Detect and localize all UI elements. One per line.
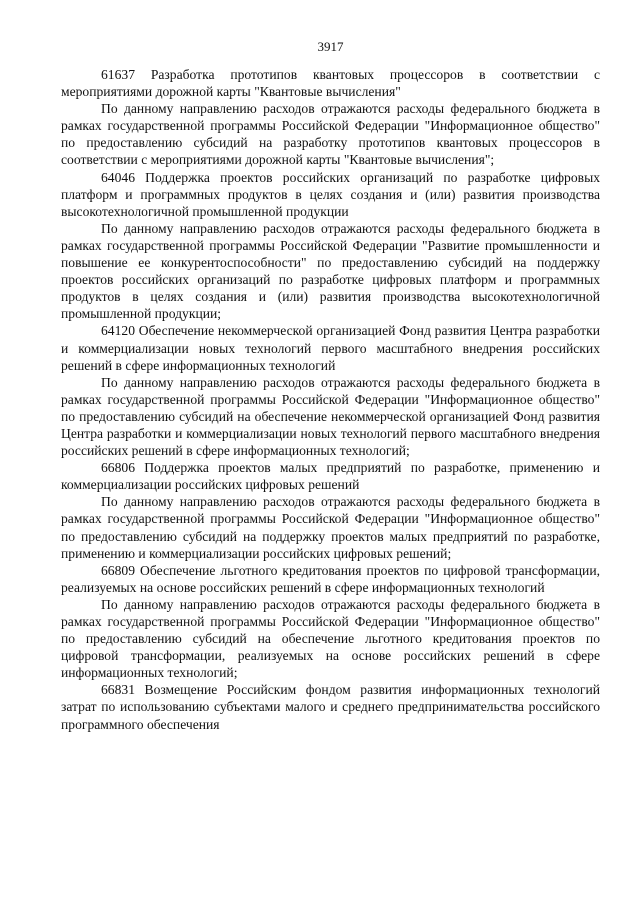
document-page [61, 38, 600, 733]
description-61637: По данному направлению расходов отражаются расходы федерального бюджета в рамках государственной программы Российской Федерации "Информационное общество" по предоставлению субсидий на разработку прототипов квантовых процессоров в соответствии с мероприятиями дорожной карты "Квантовые вычисления"; [61, 101, 600, 168]
page-number: 3917 [317, 39, 344, 54]
code-heading-66831: 66831 Возмещение Российским фондом развития информационных технологий затрат по использованию субъектами малого и среднего предпринимательства российского программного обеспечения [61, 682, 600, 732]
description-64046: По данному направлению расходов отражаются расходы федерального бюджета в рамках государственной программы Российской Федерации "Развитие промышленности и повышение ее конкурентоспособности" по предоставлению субсидий на поддержку проектов российских организаций по разработке цифровых платформ и программных продуктов в целях создания и (или) развития производства высокотехнологичной промышленной продукции; [61, 220, 600, 322]
code-heading-66809: 66809 Обеспечение льготного кредитования проектов по цифровой трансформации, реализуемых на основе российских решений в сфере информационных технологий [61, 562, 600, 595]
description-66806: По данному направлению расходов отражаются расходы федерального бюджета в рамках государственной программы Российской Федерации "Информационное общество" по предоставлению субсидий на поддержку проектов малых предприятий по разработке, применению и коммерциализации российских цифровых решений; [61, 494, 600, 561]
code-heading-66806: 66806 Поддержка проектов малых предприятий по разработке, применению и коммерциализации российских цифровых решений [61, 460, 600, 493]
code-heading-64120: 64120 Обеспечение некоммерческой организацией Фонд развития Центра разработки и коммерциализации новых технологий первого масштабного внедрения российских решений в сфере информационных технологий [61, 323, 600, 373]
description-66809: По данному направлению расходов отражаются расходы федерального бюджета в рамках государственной программы Российской Федерации "Информационное общество" по предоставлению субсидий на обеспечение льготного кредитования проектов по цифровой трансформации, реализуемых на основе российских решений в сфере информационных технологий; [61, 596, 600, 681]
code-heading-61637: 61637 Разработка прототипов квантовых процессоров в соответствии с мероприятиями дорожной карты "Квантовые вычисления" [61, 67, 600, 100]
code-heading-64046: 64046 Поддержка проектов российских организаций по разработке цифровых платформ и программных продуктов в целях создания и (или) развития производства высокотехнологичной промышленной продукции [61, 169, 600, 219]
description-64120: По данному направлению расходов отражаются расходы федерального бюджета в рамках государственной программы Российской Федерации "Информационное общество" по предоставлению субсидий на обеспечение некоммерческой организацией Фонд развития Центра разработки и коммерциализации новых технологий первого масштабного внедрения российских решений в сфере информационных технологий; [61, 374, 600, 459]
